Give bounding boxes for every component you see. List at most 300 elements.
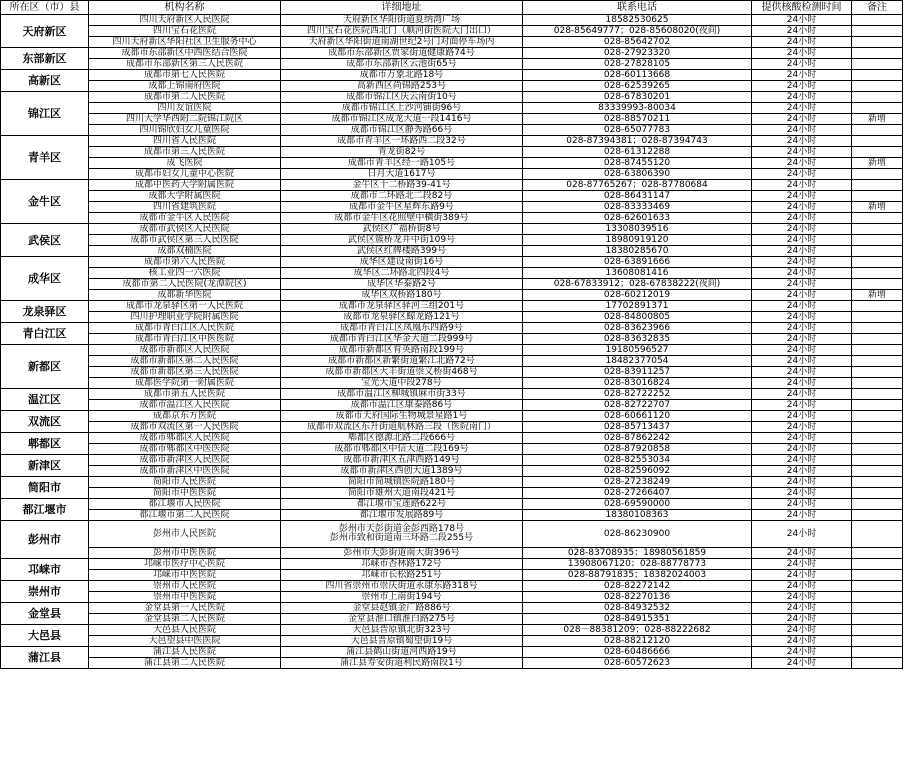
note-cell [852,301,903,312]
hours-cell: 24小时 [752,213,852,224]
institution-cell: 成都市龙泉驿区第一人民医院 [89,301,281,312]
table-row [1,246,903,257]
note-cell [852,510,903,521]
phone-cell: 028-85713437 [523,422,752,433]
hours-cell: 24小时 [752,378,852,389]
district-cell: 成华区 [1,257,89,301]
table-row [1,455,903,466]
phone-cell: 13308039516 [523,224,752,235]
table-row [1,389,903,400]
district-cell: 龙泉驿区 [1,301,89,323]
note-cell [852,378,903,389]
table-row [1,581,903,592]
phone-cell: 028-61312288 [523,147,752,158]
note-cell [852,257,903,268]
address-cell: 邛崃市长松路251号 [281,570,523,581]
phone-cell: 18482377054 [523,356,752,367]
address-cell: 成都市锦江区上沙河铺街96号 [281,103,523,114]
hours-cell: 24小时 [752,603,852,614]
phone-cell: 028-83623966 [523,323,752,334]
hours-cell: 24小时 [752,169,852,180]
hours-cell: 24小时 [752,37,852,48]
hours-cell: 24小时 [752,625,852,636]
table-row [1,559,903,570]
institution-cell: 成都市新都区第二人民医院 [89,356,281,367]
table-row [1,466,903,477]
table-row [1,323,903,334]
address-cell: 成华区建设南街16号 [281,257,523,268]
address-cell: 彭州市天彭街道金彭西路178号 彭州市致和街道南三环路二段255号 [281,521,523,548]
table-row [1,268,903,279]
note-cell [852,444,903,455]
institution-cell: 成都市郫都区人民医院 [89,433,281,444]
institution-cell: 四川天府新区人民医院 [89,15,281,26]
institution-cell: 四川友谊医院 [89,103,281,114]
phone-cell: 028-82272142 [523,581,752,592]
institution-cell: 成都新华医院 [89,290,281,301]
address-cell: 成都市新津区五津西路149号 [281,455,523,466]
address-cell: 简阳市雄州大道南段421号 [281,488,523,499]
hours-cell: 24小时 [752,400,852,411]
institution-cell: 成都市东部新区中西医结合医院 [89,48,281,59]
district-cell: 新津区 [1,455,89,477]
hours-cell: 24小时 [752,499,852,510]
table-row [1,548,903,559]
note-cell [852,15,903,26]
hours-cell: 24小时 [752,191,852,202]
table-row [1,92,903,103]
phone-cell: 028-87862242 [523,433,752,444]
hours-cell: 24小时 [752,279,852,290]
table-row [1,15,903,26]
note-cell [852,334,903,345]
address-cell: 成都市新都区育英路南段199号 [281,345,523,356]
district-cell: 天府新区 [1,15,89,48]
note-cell [852,581,903,592]
note-cell [852,136,903,147]
address-cell: 成都市锦江区成龙大道一段1416号 [281,114,523,125]
note-cell [852,625,903,636]
phone-cell: 028-83333469 [523,202,752,213]
institution-cell: 金堂县第二人民医院 [89,614,281,625]
table-row [1,37,903,48]
institution-cell: 成都市郫都区中医医院 [89,444,281,455]
note-cell [852,103,903,114]
hours-cell: 24小时 [752,614,852,625]
hours-cell: 24小时 [752,636,852,647]
address-cell: 青龙街82号 [281,147,523,158]
table-row [1,636,903,647]
phone-cell: 028-60212019 [523,290,752,301]
address-cell: 成都市锦江区静秀路66号 [281,125,523,136]
hours-cell: 24小时 [752,559,852,570]
phone-cell: 028-88570211 [523,114,752,125]
institution-cell: 彭州市中医医院 [89,548,281,559]
address-cell: 天府新区华阳街道南湖世纪2号门对面停车场内 [281,37,523,48]
address-cell: 成都市天府国际生物城景星路1号 [281,411,523,422]
table-row [1,477,903,488]
note-cell [852,191,903,202]
phone-cell: 18380285670 [523,246,752,257]
address-cell: 成都市二环路北二段82号 [281,191,523,202]
table-row [1,125,903,136]
hours-cell: 24小时 [752,202,852,213]
phone-cell: 028-27266407 [523,488,752,499]
note-cell [852,26,903,37]
hours-cell: 24小时 [752,455,852,466]
note-cell [852,312,903,323]
institution-cell: 成都市第七人民医院 [89,70,281,81]
note-cell [852,180,903,191]
address-cell: 简阳市简城镇医院路180号 [281,477,523,488]
phone-cell: 028-84915351 [523,614,752,625]
hours-cell: 24小时 [752,389,852,400]
note-cell [852,455,903,466]
note-cell [852,636,903,647]
phone-cell: 13608081416 [523,268,752,279]
table-row [1,59,903,70]
address-cell: 成都市郫都区中信大道二段169号 [281,444,523,455]
note-cell [852,570,903,581]
table-row [1,81,903,92]
note-cell [852,466,903,477]
phone-cell: 028-27923320 [523,48,752,59]
address-cell: 成都市锦江区庆云南街10号 [281,92,523,103]
institution-cell: 简阳市中医医院 [89,488,281,499]
phone-cell: 028-60572623 [523,658,752,669]
hours-cell: 24小时 [752,235,852,246]
phone-cell: 028-87920858 [523,444,752,455]
note-cell [852,356,903,367]
institution-cell: 都江堰市人民医院 [89,499,281,510]
table-row [1,444,903,455]
hours-cell: 24小时 [752,114,852,125]
phone-cell: 028-67830201 [523,92,752,103]
table-row [1,378,903,389]
hours-cell: 24小时 [752,103,852,114]
address-cell: 宝光大道中段278号 [281,378,523,389]
hours-cell: 24小时 [752,521,852,548]
note-cell [852,658,903,669]
table-row [1,213,903,224]
note-cell [852,279,903,290]
note-cell [852,37,903,48]
institution-cell: 成都市武侯区人民医院 [89,224,281,235]
note-cell: 新增 [852,114,903,125]
institution-cell: 成飞医院 [89,158,281,169]
note-cell [852,323,903,334]
institution-cell: 成都双楠医院 [89,246,281,257]
institution-cell: 成都上锦南府医院 [89,81,281,92]
note-cell [852,147,903,158]
institution-cell: 大邑望县中医医院 [89,636,281,647]
phone-cell: 028-83016824 [523,378,752,389]
note-cell [852,389,903,400]
district-cell: 东部新区 [1,48,89,70]
institution-cell: 简阳市人民医院 [89,477,281,488]
district-cell: 都江堰市 [1,499,89,521]
institution-cell: 成都市新津区人民医院 [89,455,281,466]
phone-cell: 028-82270136 [523,592,752,603]
phone-cell: 19180596527 [523,345,752,356]
table-row [1,411,903,422]
header-note: 备注 [852,1,903,15]
table-row [1,334,903,345]
table-row [1,136,903,147]
phone-cell: 13908067120；028-88778773 [523,559,752,570]
address-cell: 成华区二环路北四段4号 [281,268,523,279]
note-cell [852,59,903,70]
table-row [1,422,903,433]
note-cell [852,224,903,235]
district-cell: 温江区 [1,389,89,411]
address-cell: 武侯区广福桥街8号 [281,224,523,235]
institution-cell: 成都市双流区第一人民医院 [89,422,281,433]
institution-cell: 成都医学院第一附属医院 [89,378,281,389]
note-cell [852,488,903,499]
institution-cell: 成都市青白江区中医医院 [89,334,281,345]
district-cell: 青羊区 [1,136,89,180]
institution-cell: 成都中医药大学附属医院 [89,180,281,191]
institution-cell: 四川省人民医院 [89,136,281,147]
hours-cell: 24小时 [752,581,852,592]
institution-cell: 四川护理职业学院附属医院 [89,312,281,323]
hours-cell: 24小时 [752,477,852,488]
institution-cell: 蒲江县第二人民医院 [89,658,281,669]
district-cell: 新都区 [1,345,89,389]
institution-cell: 成都市青白江区人民医院 [89,323,281,334]
phone-cell: 028－88381209；028-88222682 [523,625,752,636]
note-cell [852,367,903,378]
hours-cell: 24小时 [752,422,852,433]
phone-cell: 028-83708935；18980561859 [523,548,752,559]
note-cell [852,411,903,422]
institution-cell: 四川省建筑医院 [89,202,281,213]
note-cell [852,559,903,570]
hours-cell: 24小时 [752,268,852,279]
district-cell: 崇州市 [1,581,89,603]
table-row [1,488,903,499]
note-cell: 新增 [852,202,903,213]
table-row [1,70,903,81]
table-row [1,499,903,510]
address-cell: 高新西区尚锦路253号 [281,81,523,92]
note-cell [852,477,903,488]
hours-cell: 24小时 [752,26,852,37]
hours-cell: 24小时 [752,592,852,603]
table-row [1,647,903,658]
institution-cell: 蒲江县人民医院 [89,647,281,658]
district-cell: 大邑县 [1,625,89,647]
phone-cell: 028-82722707 [523,400,752,411]
address-cell: 蒲江县鹤山街道河西路19号 [281,647,523,658]
hours-cell: 24小时 [752,356,852,367]
address-cell: 成都市新都区新繁街道繁江北路72号 [281,356,523,367]
address-cell: 成都市新津区西创大道1389号 [281,466,523,477]
note-cell [852,521,903,548]
institution-cell: 金堂县第一人民医院 [89,603,281,614]
district-cell: 邛崃市 [1,559,89,581]
phone-cell: 028-67833912；028-67838222(夜间) [523,279,752,290]
note-cell [852,603,903,614]
hours-cell: 24小时 [752,548,852,559]
district-cell: 彭州市 [1,521,89,559]
address-cell: 金堂县赵镇金广路886号 [281,603,523,614]
address-cell: 成都市温江区康泰路86号 [281,400,523,411]
address-cell: 大邑县晋原镇蜀望街19号 [281,636,523,647]
institution-cell: 崇州市人民医院 [89,581,281,592]
district-cell: 青白江区 [1,323,89,345]
note-cell [852,169,903,180]
note-cell [852,48,903,59]
address-cell: 成华区双桥路180号 [281,290,523,301]
phone-cell: 17702891371 [523,301,752,312]
table-row [1,592,903,603]
address-cell: 都江堰市宝莲路622号 [281,499,523,510]
hours-cell: 24小时 [752,466,852,477]
institution-cell: 成都市新都区第三人民医院 [89,367,281,378]
hours-cell: 24小时 [752,257,852,268]
phone-cell: 028-88791835；18382024003 [523,570,752,581]
note-cell [852,345,903,356]
institution-cell: 四川大学华西附二院锦江院区 [89,114,281,125]
address-cell: 金牛区十二桥路39-41号 [281,180,523,191]
phone-cell: 18582530625 [523,15,752,26]
institution-cell: 成都市第二人民医院 [89,92,281,103]
table-row [1,345,903,356]
note-cell [852,81,903,92]
address-cell: 邛崃市杏林路172号 [281,559,523,570]
hours-cell: 24小时 [752,59,852,70]
phone-cell: 028-83911257 [523,367,752,378]
table-row [1,625,903,636]
header-address: 详细地址 [281,1,523,15]
table-row [1,279,903,290]
hours-cell: 24小时 [752,488,852,499]
district-cell: 双流区 [1,411,89,433]
table-row [1,658,903,669]
address-cell: 成都市青羊区一环路西二段32号 [281,136,523,147]
institution-cell: 四川天府新区华阳社区卫生服务中心 [89,37,281,48]
hours-cell: 24小时 [752,158,852,169]
hours-cell: 24小时 [752,312,852,323]
address-cell: 武侯区红牌楼路399号 [281,246,523,257]
table-row [1,301,903,312]
note-cell [852,647,903,658]
address-cell: 成华区华泰路2号 [281,279,523,290]
address-cell: 成都市龙泉驿区鲸龙路121号 [281,312,523,323]
institution-cell: 成都市妇女儿童中心医院 [89,169,281,180]
address-cell: 日月大道1617号 [281,169,523,180]
table-row [1,312,903,323]
table-row [1,158,903,169]
hours-cell: 24小时 [752,411,852,422]
institution-cell: 成都市第六人民医院 [89,257,281,268]
district-cell: 锦江区 [1,92,89,136]
phone-cell: 83339993-80034 [523,103,752,114]
note-cell [852,499,903,510]
hours-cell: 24小时 [752,246,852,257]
institution-cell: 成都市东部新区第三人民医院 [89,59,281,70]
hours-cell: 24小时 [752,136,852,147]
table-body [1,15,903,669]
table-row [1,521,903,548]
table-row [1,257,903,268]
address-cell: 天府新区华阳街道夏纳湾广场 [281,15,523,26]
hours-cell: 24小时 [752,224,852,235]
hours-cell: 24小时 [752,125,852,136]
note-cell [852,400,903,411]
header-district: 所在区（市）县 [1,1,89,15]
table-row [1,614,903,625]
address-cell: 崇州市上南街194号 [281,592,523,603]
hours-cell: 24小时 [752,301,852,312]
hours-cell: 24小时 [752,48,852,59]
header-institution: 机构名称 [89,1,281,15]
phone-cell: 028-88212120 [523,636,752,647]
note-cell [852,548,903,559]
note-cell [852,592,903,603]
phone-cell: 028-86431147 [523,191,752,202]
address-cell: 成都市金牛区花照壁中横街389号 [281,213,523,224]
table-row [1,400,903,411]
hours-cell: 24小时 [752,570,852,581]
address-cell: 四川省崇州市崇庆街道永康东路318号 [281,581,523,592]
table-row [1,603,903,614]
phone-cell: 028-60661120 [523,411,752,422]
hours-cell: 24小时 [752,81,852,92]
table-row [1,26,903,37]
table-row [1,202,903,213]
hours-cell: 24小时 [752,147,852,158]
phone-cell: 028-87455120 [523,158,752,169]
hours-cell: 24小时 [752,92,852,103]
address-cell: 金堂县淮口镇淮白路275号 [281,614,523,625]
phone-cell: 18380108363 [523,510,752,521]
note-cell [852,213,903,224]
address-cell: 武侯区簇桥龙井中街109号 [281,235,523,246]
hours-cell: 24小时 [752,647,852,658]
phone-cell: 028-69590000 [523,499,752,510]
note-cell: 新增 [852,158,903,169]
institution-cell: 四川宝石花医院 [89,26,281,37]
header-row [1,1,903,15]
hours-cell: 24小时 [752,290,852,301]
hours-cell: 24小时 [752,334,852,345]
address-cell: 成都市青白江区华金大道二段999号 [281,334,523,345]
institution-cell: 邛崃市中医医院 [89,570,281,581]
phone-cell: 028-83632835 [523,334,752,345]
note-cell [852,268,903,279]
note-cell [852,92,903,103]
phone-cell: 028-63891666 [523,257,752,268]
phone-cell: 028-65077783 [523,125,752,136]
address-cell: 成都市东部新区云池街65号 [281,59,523,70]
institution-cell: 成都市第二人民医院(龙潭院区) [89,279,281,290]
institution-cell: 成都大学附属医院 [89,191,281,202]
phone-cell: 028-60486666 [523,647,752,658]
table-row [1,191,903,202]
phone-cell: 028-82722252 [523,389,752,400]
address-cell: 成都市温江区柳城镇麻市街33号 [281,389,523,400]
phone-cell: 028-62539265 [523,81,752,92]
phone-cell: 028-82596092 [523,466,752,477]
address-cell: 蒲江县寿安街道利民路南段1号 [281,658,523,669]
header-phone: 联系电话 [523,1,752,15]
institution-cell: 成都市温江区人民医院 [89,400,281,411]
table-row [1,224,903,235]
table-row [1,169,903,180]
